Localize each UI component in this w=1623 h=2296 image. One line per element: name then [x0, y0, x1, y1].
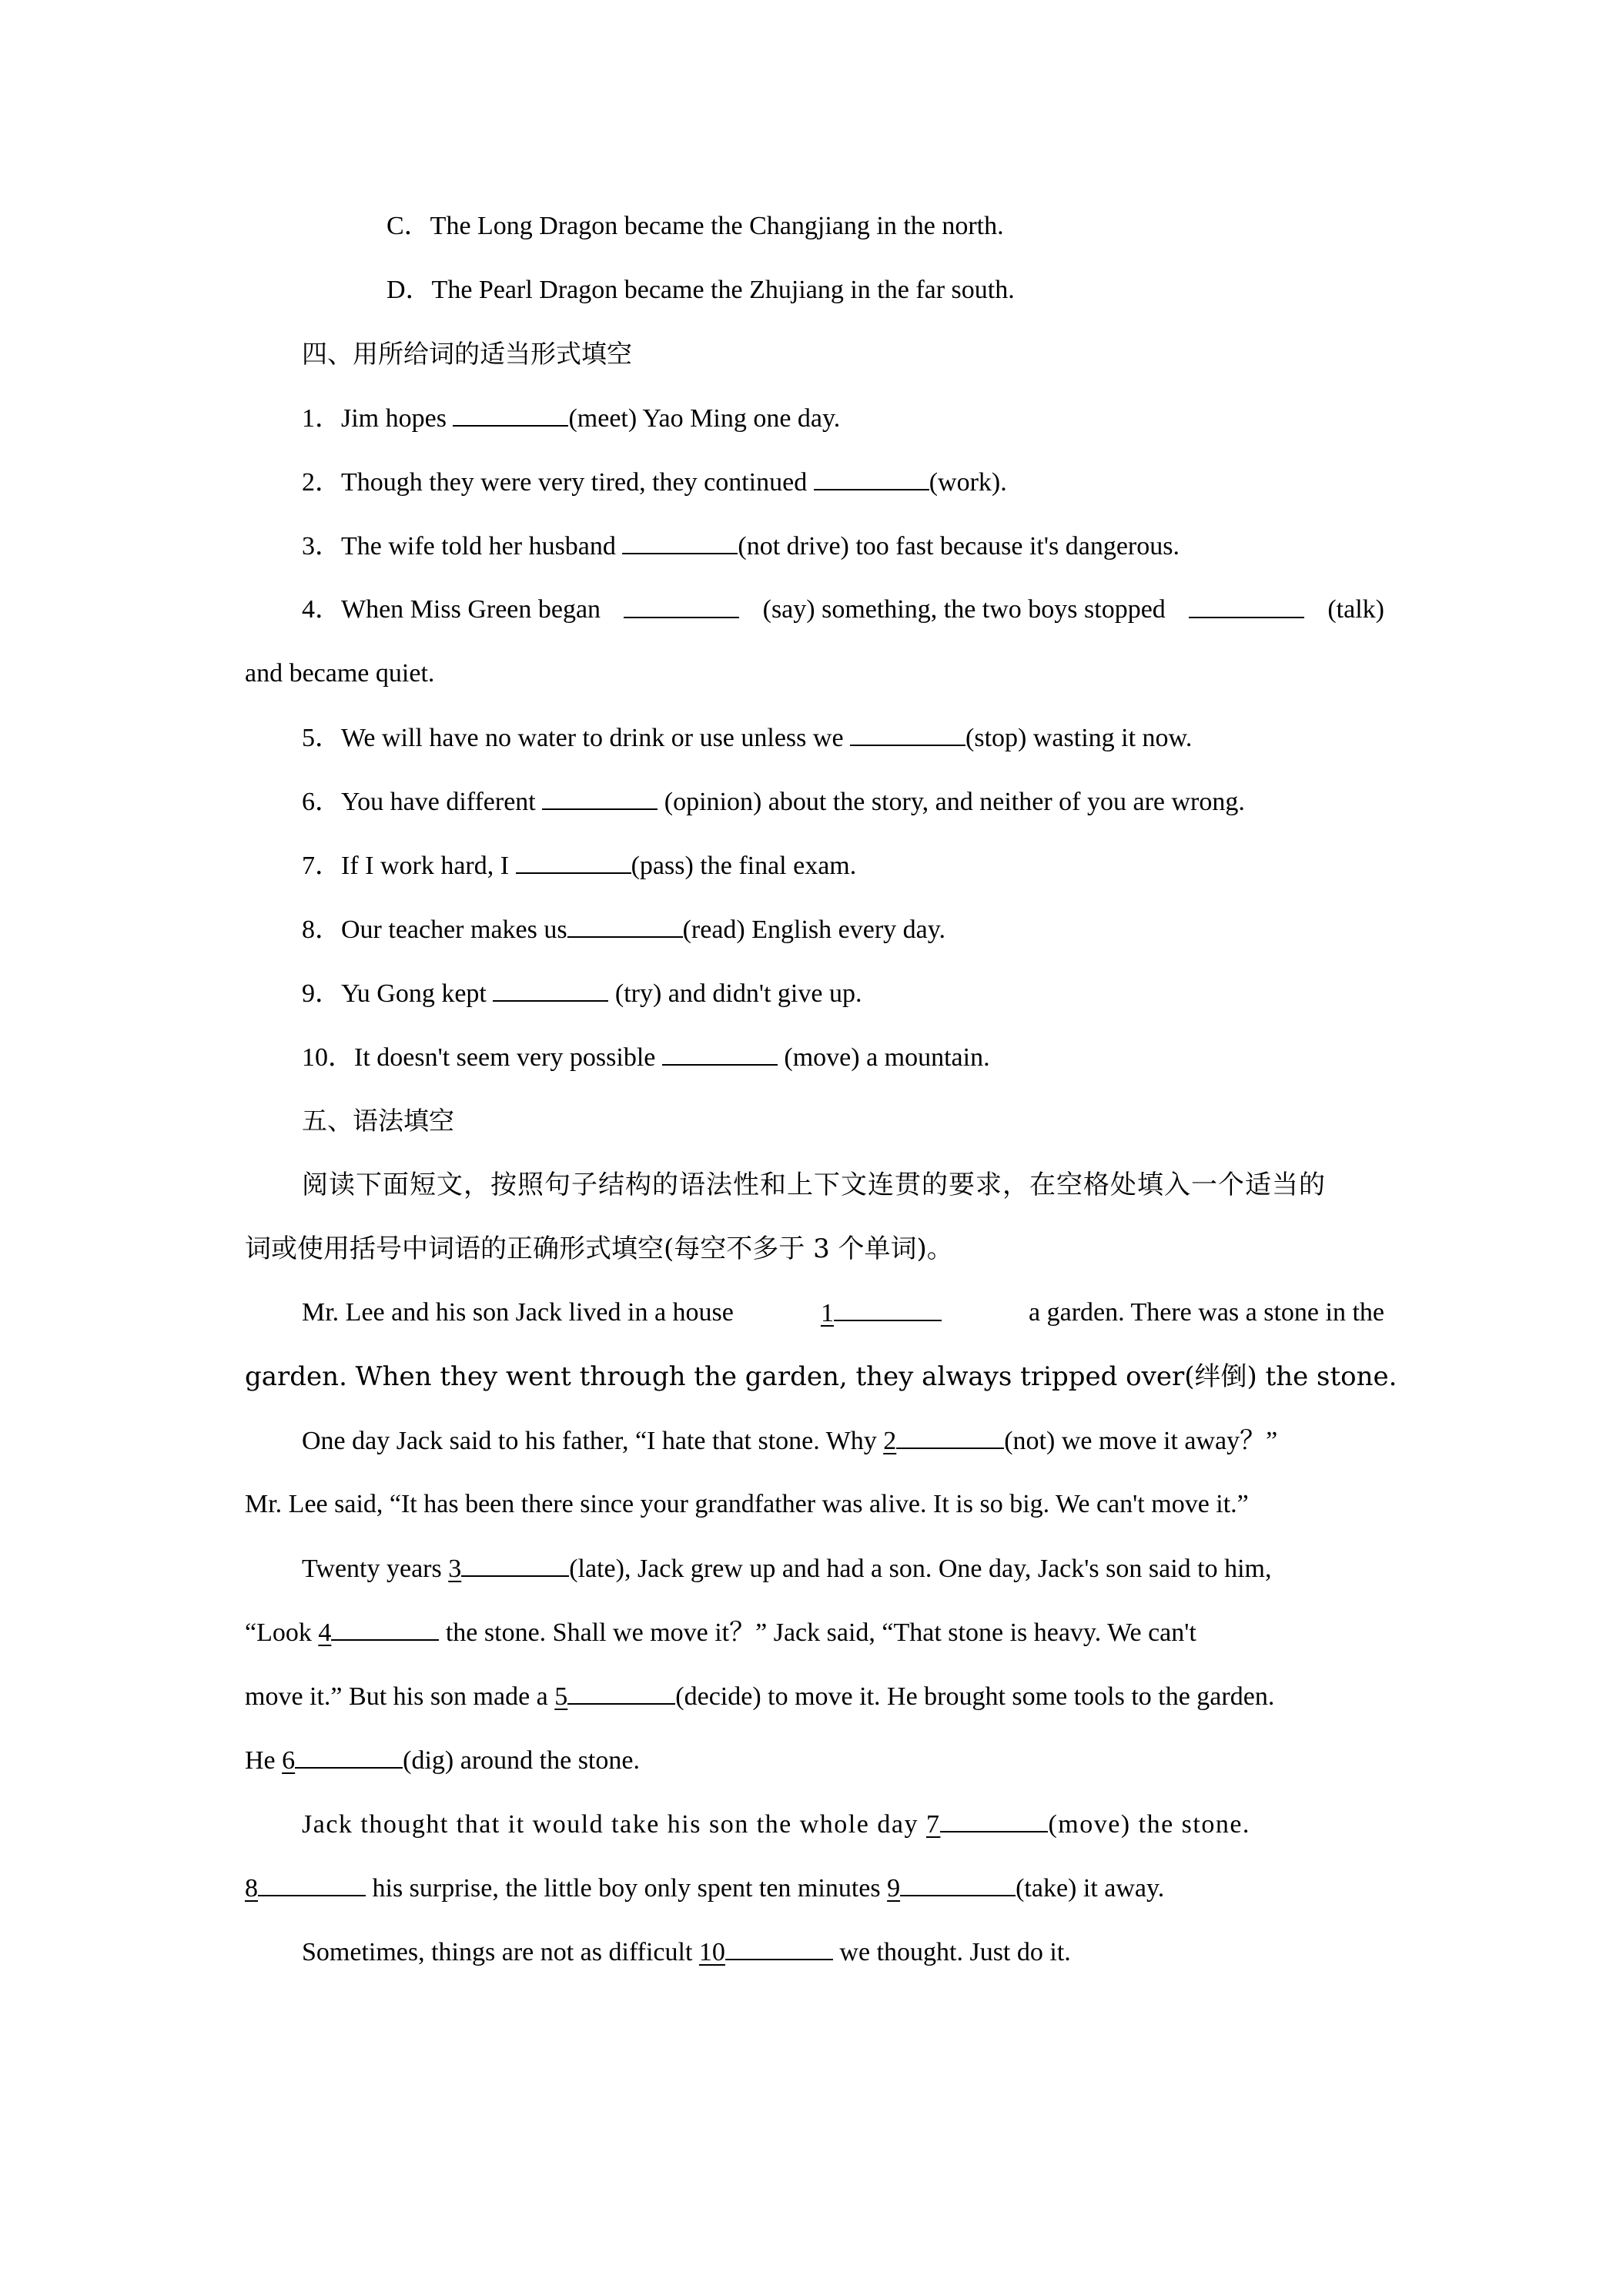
passage-text: One day Jack said to his father, “I hate that stone. Why [302, 1427, 884, 1455]
blank-number: 6 [282, 1746, 296, 1775]
item-text: (meet) Yao Ming one day. [568, 404, 841, 433]
answer-blank[interactable] [453, 402, 568, 427]
passage-p3-line-4 [245, 1744, 640, 1777]
item-text: 5．We will have no water to drink or use unless we [302, 724, 851, 752]
passage-text: (move) the stone. [1048, 1810, 1250, 1839]
answer-blank[interactable] [624, 594, 739, 618]
answer-blank[interactable] [622, 530, 738, 554]
blank-number: 5 [554, 1682, 568, 1711]
answer-blank[interactable] [900, 1872, 1016, 1896]
passage-p1-line-1 [302, 1297, 1384, 1330]
fill-item-4 [302, 594, 1384, 626]
blank-3[interactable] [448, 1555, 569, 1583]
answer-blank[interactable] [834, 1297, 942, 1321]
fill-item-2 [302, 466, 1007, 499]
item-text: (stop) wasting it now. [965, 724, 1193, 752]
passage-text: move it.” But his son made a [245, 1682, 555, 1711]
fill-item-10 [302, 1041, 990, 1074]
answer-blank[interactable] [567, 913, 683, 938]
passage-p1-line-2: garden. When they went through the garden, they always tripped over(绊倒) the stone. [245, 1361, 1397, 1392]
blank-number: 3 [448, 1555, 462, 1583]
answer-blank[interactable] [493, 977, 608, 1002]
option-d: D．The Pearl Dragon became the Zhujiang in the far south. [387, 276, 1015, 304]
blank-6[interactable] [282, 1746, 403, 1775]
passage-text: a garden. There was a stone in the [1029, 1298, 1384, 1327]
item-text: (opinion) about the story, and neither of you are wrong. [658, 788, 1245, 816]
blank-9[interactable] [887, 1874, 1016, 1903]
section-5-heading: 五、语法填空 [302, 1106, 454, 1136]
section-4-heading: 四、用所给词的适当形式填空 [302, 339, 632, 369]
passage-text: his surprise, the little boy only spent ten minutes [366, 1874, 888, 1903]
blank-number: 8 [245, 1874, 258, 1903]
blank-1[interactable] [821, 1297, 942, 1330]
item-text: (try) and didn't give up. [608, 979, 862, 1008]
passage-p2-line-2: Mr. Lee said, “It has been there since your grandfather was alive. It is so big. We can't move it.” [245, 1490, 1249, 1518]
fill-item-1 [302, 402, 840, 435]
passage-text: (not) we move it away？” [1004, 1427, 1278, 1455]
answer-blank[interactable] [1189, 594, 1304, 618]
answer-blank[interactable] [295, 1744, 403, 1769]
answer-blank[interactable] [725, 1936, 833, 1960]
item-text: 8．Our teacher makes us [302, 915, 567, 944]
fill-item-4-continued: and became quiet. [245, 659, 435, 688]
answer-blank[interactable] [461, 1552, 569, 1577]
answer-blank[interactable] [567, 1680, 675, 1705]
blank-2[interactable] [883, 1427, 1004, 1455]
passage-text: Sometimes, things are not as difficult [302, 1938, 699, 1966]
passage-p2-line-1 [302, 1424, 1277, 1458]
item-text: 3．The wife told her husband [302, 532, 623, 561]
answer-blank[interactable] [662, 1041, 778, 1066]
item-text: 2．Though they were very tired, they continued [302, 468, 814, 497]
item-text: 10．It doesn't seem very possible [302, 1043, 662, 1072]
answer-blank[interactable] [516, 849, 631, 874]
blank-10[interactable] [699, 1938, 833, 1966]
passage-text: “Look [245, 1618, 319, 1647]
fill-item-5 [302, 721, 1192, 755]
blank-number: 7 [925, 1810, 941, 1839]
item-text: 9．Yu Gong kept [302, 979, 494, 1008]
passage-p3-line-3 [245, 1680, 1274, 1713]
item-text: 7．If I work hard, I [302, 852, 516, 880]
item-text: (move) a mountain. [777, 1043, 990, 1072]
item-text: (read) English every day. [682, 915, 946, 944]
passage-p3-line-2 [245, 1616, 1196, 1649]
blank-number: 2 [883, 1427, 897, 1455]
blank-number: 9 [887, 1874, 901, 1903]
passage-p5 [302, 1936, 1071, 1969]
instructions-line-1: 阅读下面短文，按照句子结构的语法性和上下文连贯的要求，在空格处填入一个适当的 [302, 1170, 1326, 1200]
option-c: C．The Long Dragon became the Changjiang in the north. [387, 212, 1004, 240]
passage-text: (decide) to move it. He brought some tools to the garden. [675, 1682, 1275, 1711]
passage-text: (take) it away. [1016, 1874, 1165, 1903]
answer-blank[interactable] [814, 466, 929, 490]
answer-blank[interactable] [896, 1424, 1004, 1449]
blank-7[interactable] [926, 1810, 1049, 1839]
fill-item-3 [302, 530, 1180, 563]
passage-text: Jack thought that it would take his son the whole day [302, 1810, 926, 1839]
passage-p3-line-1 [302, 1552, 1271, 1585]
instructions-line-2: 词或使用括号中词语的正确形式填空(每空不多于 3 个单词)。 [245, 1233, 953, 1264]
blank-4[interactable] [318, 1618, 439, 1647]
passage-text: He [245, 1746, 283, 1775]
answer-blank[interactable] [331, 1616, 439, 1641]
fill-item-9 [302, 977, 862, 1010]
fill-item-6 [302, 785, 1245, 818]
answer-blank[interactable] [850, 721, 965, 746]
fill-item-7 [302, 849, 856, 882]
item-text: 4．When Miss Green began [302, 595, 601, 624]
item-text: (pass) the final exam. [631, 852, 857, 880]
blank-5[interactable] [554, 1682, 675, 1711]
passage-text: Mr. Lee and his son Jack lived in a house [302, 1298, 734, 1327]
answer-blank[interactable] [542, 785, 658, 810]
passage-text: the stone. Shall we move it？” Jack said, “That stone is heavy. We can't [439, 1618, 1196, 1647]
blank-number: 1 [820, 1299, 834, 1327]
passage-p4-line-1 [302, 1808, 1250, 1841]
item-text: (work). [929, 468, 1007, 497]
passage-text: we thought. Just do it. [832, 1938, 1071, 1966]
item-text: (talk) [1327, 595, 1384, 624]
answer-blank[interactable] [940, 1808, 1048, 1832]
blank-number: 10 [698, 1938, 725, 1966]
blank-8[interactable] [245, 1874, 366, 1903]
fill-item-8 [302, 913, 945, 946]
blank-number: 4 [318, 1618, 332, 1647]
item-text: (say) something, the two boys stopped [762, 595, 1166, 624]
passage-p4-line-2 [245, 1872, 1164, 1905]
passage-text: (late), Jack grew up and had a son. One day, Jack's son said to him, [569, 1555, 1272, 1583]
answer-blank[interactable] [258, 1872, 366, 1896]
passage-text: (dig) around the stone. [403, 1746, 640, 1775]
item-text: 6．You have different [302, 788, 543, 816]
passage-text: Twenty years [302, 1555, 449, 1583]
item-text: (not drive) too fast because it's dangerous. [738, 532, 1180, 561]
item-text: 1．Jim hopes [302, 404, 453, 433]
